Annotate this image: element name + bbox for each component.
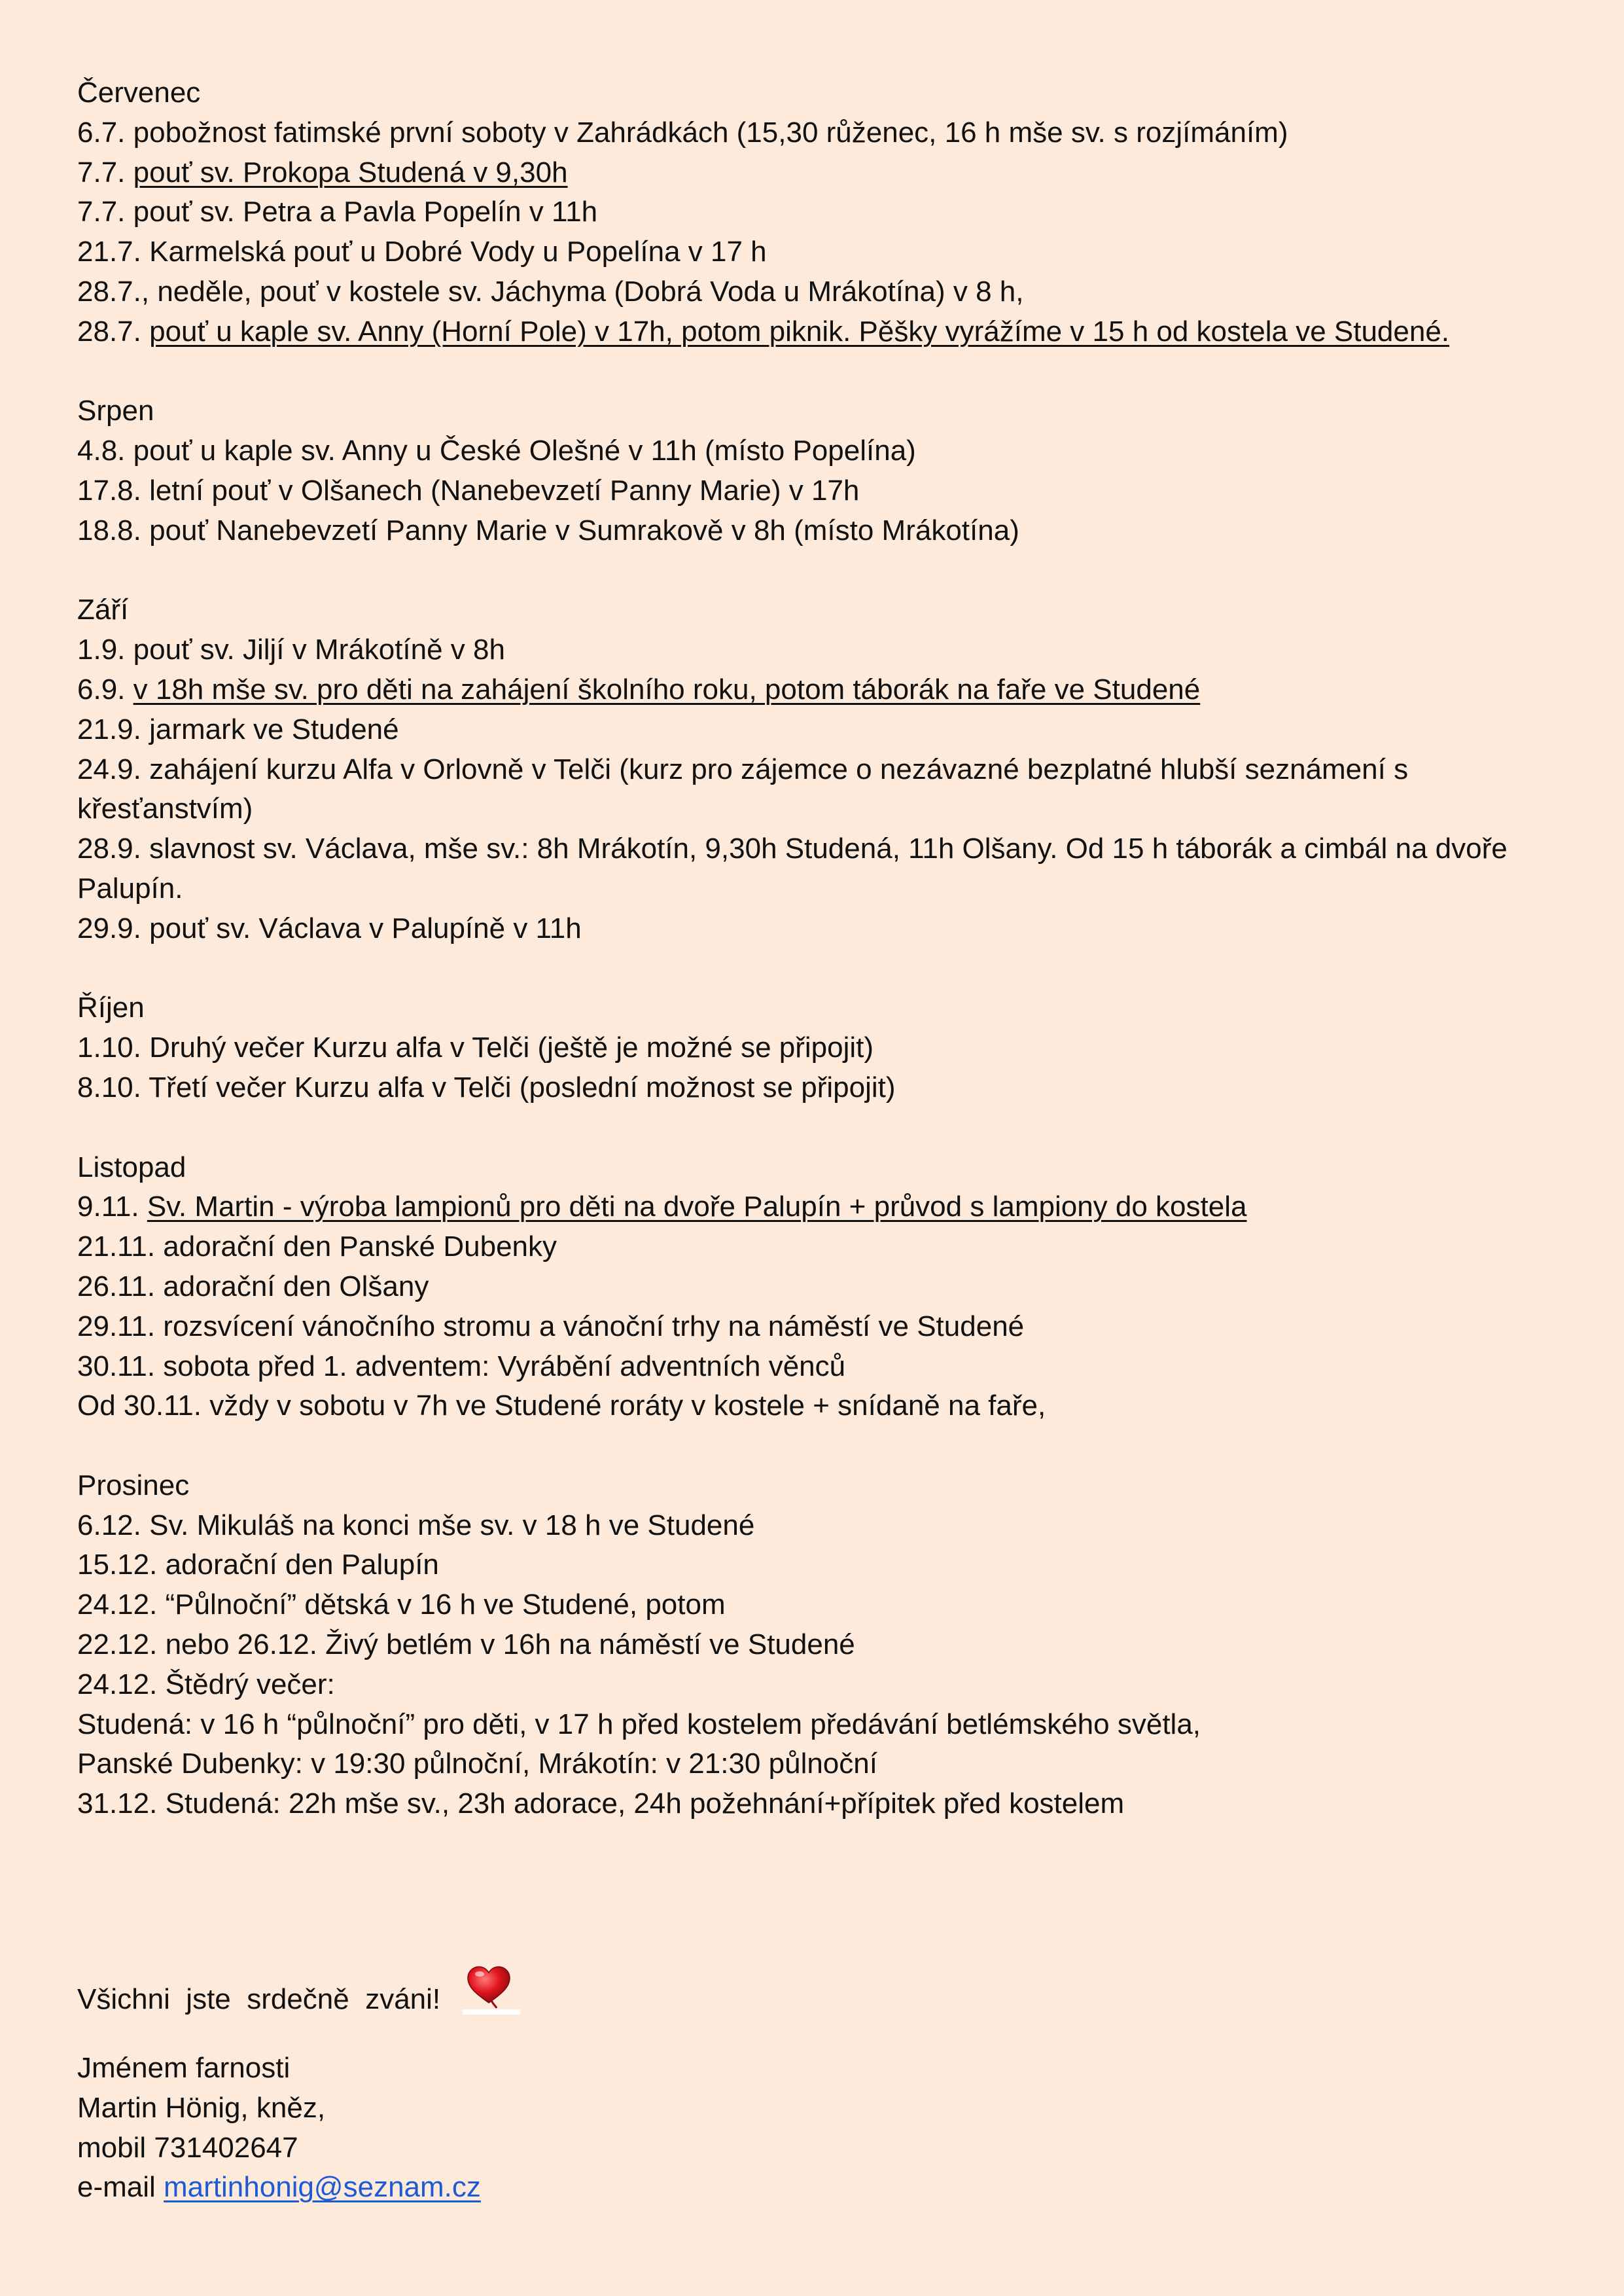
event-date: 26.11. bbox=[77, 1270, 164, 1302]
event-line bbox=[77, 471, 1556, 511]
event-date: 18.8. bbox=[77, 514, 150, 547]
event-date: 8.10. bbox=[77, 1071, 149, 1103]
event-line bbox=[77, 1585, 1556, 1625]
event-line bbox=[77, 431, 1556, 471]
event-text: Štědrý večer: bbox=[165, 1668, 335, 1700]
event-date: 30.11. bbox=[77, 1350, 164, 1382]
event-line bbox=[77, 232, 1556, 272]
event-text: adorační den Palupín bbox=[165, 1549, 439, 1581]
heart-underline bbox=[463, 2009, 520, 2015]
event-line bbox=[77, 1744, 1556, 1784]
event-line bbox=[77, 1267, 1556, 1307]
signature-name: Martin Hönig, kněz, bbox=[77, 2091, 326, 2124]
event-date: 7.7. bbox=[77, 156, 133, 188]
event-date: 31.12. bbox=[77, 1787, 166, 1820]
event-line bbox=[77, 1307, 1556, 1347]
schedule bbox=[77, 73, 1556, 1824]
event-text-underlined: Sv. Martin - výroba lampionů pro děti na dvoře Palupín + průvod s lampiony do kostela bbox=[147, 1191, 1247, 1223]
event-text: neděle, pouť v kostele sv. Jáchyma (Dobrá Voda u Mrákotína) v 8 h, bbox=[157, 275, 1024, 308]
event-line bbox=[77, 153, 1556, 193]
event-date: 1.9. bbox=[77, 634, 133, 666]
event-text-underlined: pouť u kaple sv. Anny (Horní Pole) v 17h, potom piknik. Pěšky vyrážíme v 15 h od kostela ve Studené. bbox=[149, 315, 1450, 348]
event-text: pouť sv. Jiljí v Mrákotíně v 8h bbox=[133, 634, 505, 666]
section-gap bbox=[77, 1108, 1556, 1148]
event-line bbox=[77, 750, 1556, 830]
event-text: jarmark ve Studené bbox=[149, 713, 399, 745]
event-text: rozsvícení vánočního stromu a vánoční trhy na náměstí ve Studené bbox=[163, 1310, 1025, 1342]
event-line bbox=[77, 1625, 1556, 1665]
section-heading-september: Září bbox=[77, 594, 129, 626]
event-text: pouť sv. Petra a Pavla Popelín v 11h bbox=[133, 196, 598, 228]
event-date: 22.12. bbox=[77, 1628, 166, 1661]
event-date: 24.12. bbox=[77, 1668, 166, 1700]
event-text: Panské Dubenky: v 19:30 půlnoční, Mrákotín: v 21:30 půlnoční bbox=[77, 1748, 877, 1780]
event-text: pouť u kaple sv. Anny u České Olešné v 11h (místo Popelína) bbox=[133, 435, 916, 467]
event-line bbox=[77, 1506, 1556, 1546]
event-date: 24.9. bbox=[77, 753, 150, 785]
event-text: pouť Nanebevzetí Panny Marie v Sumrakově v 8h (místo Mrákotína) bbox=[149, 514, 1019, 547]
event-date: 21.11. bbox=[77, 1230, 164, 1263]
event-text: “Půlnoční” dětská v 16 h ve Studené, potom bbox=[165, 1588, 726, 1621]
signature-phone: mobil 731402647 bbox=[77, 2131, 298, 2164]
event-text: Karmelská pouť u Dobré Vody u Popelína v 17 h bbox=[149, 236, 767, 268]
event-text: Studená: 22h mše sv., 23h adorace, 24h požehnání+přípitek před kostelem bbox=[165, 1787, 1125, 1820]
event-text: Studená: v 16 h “půlnoční” pro děti, v 17 h před kostelem předávání betlémského světla, bbox=[77, 1708, 1201, 1740]
event-text-underlined: pouť sv. Prokopa Studená v 9,30h bbox=[133, 156, 568, 188]
event-line bbox=[77, 1386, 1556, 1426]
event-text: slavnost sv. Václava, mše sv.: 8h Mrákotín, 9,30h Studená, 11h Olšany. Od 15 h táborák a cimbál na dvoře Palupín. bbox=[77, 833, 1508, 905]
event-text: adorační den Olšany bbox=[163, 1270, 429, 1302]
event-date: 17.8. bbox=[77, 474, 150, 507]
section-gap bbox=[77, 352, 1556, 392]
section-gap bbox=[77, 551, 1556, 591]
event-date: 6.12. bbox=[77, 1509, 150, 1541]
event-date: 7.7. bbox=[77, 196, 133, 228]
event-line bbox=[77, 312, 1556, 352]
event-text: pouť sv. Václava v Palupíně v 11h bbox=[149, 912, 582, 944]
event-line bbox=[77, 113, 1556, 153]
event-date: 28.7., bbox=[77, 275, 158, 308]
event-line bbox=[77, 1187, 1556, 1227]
event-date: 29.9. bbox=[77, 912, 150, 944]
signature-email-line bbox=[77, 2168, 481, 2208]
event-line bbox=[77, 670, 1556, 710]
event-date: 21.7. bbox=[77, 236, 150, 268]
signature-line: Jménem farnosti bbox=[77, 2052, 291, 2084]
section-gap bbox=[77, 949, 1556, 989]
email-link[interactable]: martinhonig@seznam.cz bbox=[164, 2171, 481, 2204]
event-text: Třetí večer Kurzu alfa v Telči (poslední možnost se připojit) bbox=[149, 1071, 896, 1103]
event-date: 4.8. bbox=[77, 435, 133, 467]
event-text: zahájení kurzu Alfa v Orlovně v Telči (kurz pro zájemce o nezávazné bezplatné hlubší seznámení s křesťanstvím) bbox=[77, 753, 1409, 825]
signature-block bbox=[77, 2049, 481, 2208]
event-date: 9.11. bbox=[77, 1191, 147, 1223]
event-date: 21.9. bbox=[77, 713, 150, 745]
event-text: pobožnost fatimské první soboty v Zahrádkách (15,30 růženec, 16 h mše sv. s rozjímáním) bbox=[133, 116, 1288, 149]
event-text: adorační den Panské Dubenky bbox=[163, 1230, 557, 1263]
event-line bbox=[77, 1665, 1556, 1705]
event-line bbox=[77, 1028, 1556, 1068]
event-line bbox=[77, 1545, 1556, 1585]
event-line bbox=[77, 1784, 1556, 1824]
email-label: e-mail bbox=[77, 2171, 164, 2204]
event-line bbox=[77, 1068, 1556, 1108]
invitation-text: Všichni jste srdečně zváni! bbox=[77, 1983, 441, 2016]
section-heading-july: Červenec bbox=[77, 77, 201, 109]
event-date: 1.10. bbox=[77, 1031, 150, 1064]
heart-icon-graphic bbox=[463, 1962, 521, 2015]
event-text: Druhý večer Kurzu alfa v Telči (ještě je možné se připojit) bbox=[149, 1031, 874, 1064]
event-date: 15.12. bbox=[77, 1549, 166, 1581]
event-line bbox=[77, 909, 1556, 949]
event-line bbox=[77, 1705, 1556, 1745]
section-heading-december: Prosinec bbox=[77, 1469, 190, 1501]
event-text: nebo 26.12. Živý betlém v 16h na náměstí ve Studené bbox=[165, 1628, 855, 1661]
section-gap bbox=[77, 1426, 1556, 1466]
event-date: 28.7. bbox=[77, 315, 150, 348]
event-date: 24.12. bbox=[77, 1588, 166, 1621]
invitation-line bbox=[77, 1962, 521, 2020]
event-line bbox=[77, 272, 1556, 312]
event-line bbox=[77, 710, 1556, 750]
event-line bbox=[77, 829, 1556, 909]
event-text: Sv. Mikuláš na konci mše sv. v 18 h ve Studené bbox=[149, 1509, 755, 1541]
event-date: 6.7. bbox=[77, 116, 133, 149]
heart-icon bbox=[463, 1962, 521, 2015]
section-heading-october: Říjen bbox=[77, 992, 145, 1024]
event-text: Od 30.11. vždy v sobotu v 7h ve Studené roráty v kostele + snídaně na faře, bbox=[77, 1390, 1046, 1422]
event-line bbox=[77, 192, 1556, 232]
event-line bbox=[77, 1227, 1556, 1267]
event-line bbox=[77, 511, 1556, 551]
event-text: letní pouť v Olšanech (Nanebevzetí Panny Marie) v 17h bbox=[149, 474, 860, 507]
event-line bbox=[77, 630, 1556, 670]
event-line bbox=[77, 1347, 1556, 1387]
event-text: sobota před 1. adventem: Vyrábění adventních věnců bbox=[163, 1350, 846, 1382]
section-heading-august: Srpen bbox=[77, 395, 154, 427]
section-heading-november: Listopad bbox=[77, 1151, 186, 1183]
event-date: 28.9. bbox=[77, 833, 150, 865]
event-text-underlined: v 18h mše sv. pro děti na zahájení školního roku, potom táborák na faře ve Studené bbox=[133, 673, 1201, 706]
event-date: 6.9. bbox=[77, 673, 133, 706]
event-date: 29.11. bbox=[77, 1310, 164, 1342]
